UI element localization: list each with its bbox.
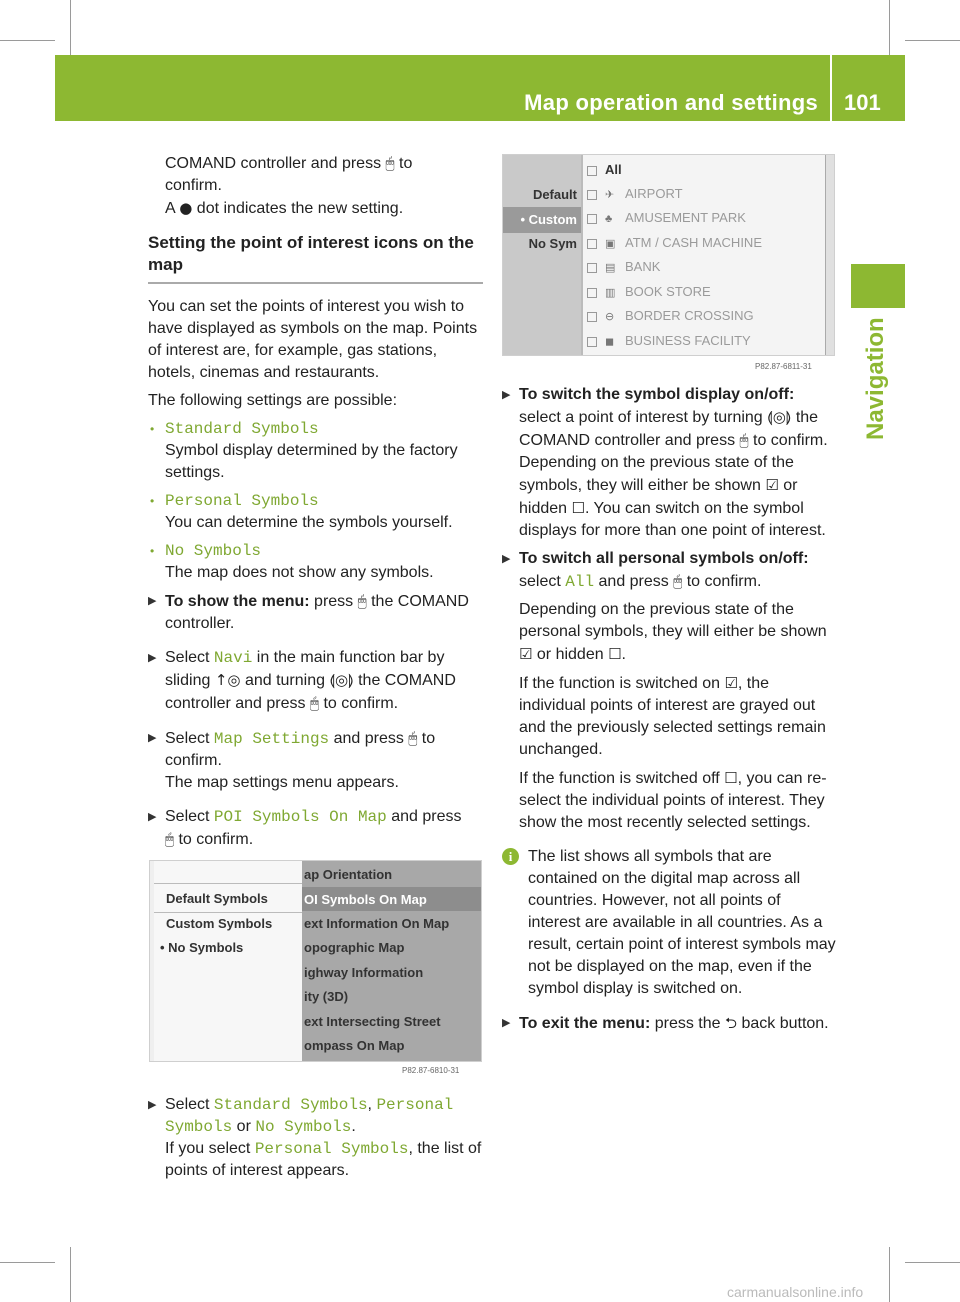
checkbox-icon — [587, 166, 597, 176]
intro-line: COMAND controller and press 🖱 to — [165, 154, 413, 172]
menu-item: Default Symbols — [166, 891, 268, 906]
crop-mark — [0, 40, 55, 41]
poi-row-all: All — [587, 162, 622, 177]
press-icon: 🖱 — [673, 572, 683, 590]
info-icon: i — [502, 848, 519, 865]
checkbox-icon — [587, 337, 597, 347]
step-arrow-icon: ▶ — [502, 1017, 511, 1029]
symbol-options-menu — [154, 861, 302, 1061]
step-arrow-icon: ▶ — [502, 389, 511, 401]
checkbox-icon — [587, 263, 597, 273]
map-settings-screenshot — [149, 860, 482, 1062]
step-switch-symbol: ▶ To switch the symbol display on/off: select a point of interest by turning ⟬◎⟭ the COMAND controller and press 🖱 to confirm. Depending on the previous state of the symbols, they will either be shown ☑ or hidden ☐. You can switch on the symbol displays for more than one point of interest. — [502, 386, 828, 539]
step-arrow-icon: ▶ — [148, 652, 157, 664]
menu-item: • Custom — [520, 212, 577, 227]
step-map-settings: ▶ Select Map Settings and press 🖱 to confirm. The map settings menu appears. — [148, 729, 436, 791]
dot-icon: ● — [179, 199, 193, 217]
turn-icon: ⟬◎⟭ — [767, 408, 792, 426]
menu-item: Default — [532, 187, 577, 202]
option-desc: Symbol display determined by the factory settings. — [165, 442, 458, 481]
menu-item: ighway Information — [304, 965, 424, 980]
paragraph: You can set the points of interest you wish to have displayed as symbols on the map. Points of interest are, for example, gas stations, hotels, cinemas and restaurants. — [148, 298, 478, 381]
watermark: carmanualsonline.info — [727, 1284, 864, 1300]
step-arrow-icon: ▶ — [502, 553, 511, 565]
poi-row: ◼ BUSINESS FACILITY — [587, 333, 751, 348]
menu-item: • No Symbols — [160, 940, 244, 955]
step-exit-menu: ▶ To exit the menu: press the ⮌ back button. — [502, 1014, 829, 1032]
paragraph: If the function is switched off ☐, you can re-select the individual points of interest. They show the most recently selected settings. — [519, 769, 827, 831]
bank-icon: ▤ — [605, 262, 616, 274]
poi-row: ✈ AIRPORT — [587, 186, 683, 201]
menu-item: ext Intersecting Street — [304, 1014, 441, 1029]
step-arrow-icon: ▶ — [148, 595, 157, 607]
poi-list — [581, 155, 828, 355]
left-column-continued — [148, 1094, 483, 1182]
scrollbar — [825, 155, 834, 355]
poi-row: ▥ BOOK STORE — [587, 284, 711, 299]
press-icon: 🖱 — [309, 694, 319, 712]
crop-mark — [70, 0, 71, 55]
book-icon: ▥ — [605, 287, 616, 299]
option-desc: The map does not show any symbols. — [165, 564, 434, 581]
info-note: i The list shows all symbols that are contained on the digital map across all countries. However, not all points of interest are available in all countries. As a result, certain point of interest symbols may not be displayed on the map, even if the symbol display is switched on. — [502, 846, 836, 1000]
crop-mark — [0, 1262, 55, 1263]
turn-icon: ⟬◎⟭ — [329, 671, 354, 689]
crop-mark — [70, 1247, 71, 1302]
header-separator — [830, 55, 832, 121]
map-settings-menu — [302, 861, 481, 1061]
step-arrow-icon: ▶ — [148, 732, 157, 744]
step-switch-all: ▶ To switch all personal symbols on/off: select All and press 🖱 to confirm. — [502, 550, 809, 591]
option-item: • No Symbols — [148, 540, 483, 562]
step-show-menu: ▶ To show the menu: press 🖱 the COMAND controller. — [148, 592, 469, 632]
press-icon: 🖱 — [408, 729, 418, 747]
side-tab-label: Navigation — [862, 317, 889, 440]
image-caption: P82.87-6810-31 — [402, 1066, 460, 1075]
checked-box-icon: ☑ — [519, 645, 533, 663]
empty-box-icon: ☐ — [724, 769, 738, 787]
empty-box-icon: ☐ — [608, 645, 622, 663]
airport-icon: ✈ — [605, 189, 615, 201]
poi-list-screenshot — [502, 154, 835, 356]
intro-line: confirm. — [165, 177, 222, 194]
press-icon: 🖱 — [357, 592, 367, 610]
back-button-icon: ⮌ — [724, 1014, 737, 1032]
symbol-mode-menu — [503, 155, 581, 355]
press-icon: 🖱 — [739, 431, 749, 449]
crop-mark — [905, 40, 960, 41]
paragraph: Depending on the previous state of the personal symbols, they will either be shown ☑ or hidden ☐. — [519, 601, 827, 663]
menu-item: ext Information On Map — [304, 916, 450, 931]
crop-mark — [889, 0, 890, 55]
menu-item: ity (3D) — [304, 989, 349, 1004]
poi-row: ⊖ BORDER CROSSING — [587, 308, 754, 323]
menu-item: ap Orientation — [304, 867, 393, 882]
step-select-symbols: ▶ Select Standard Symbols, Personal Symbols or No Symbols. If you select Personal Symbols, the list of points of interest appears. — [148, 1096, 482, 1179]
checkbox-icon — [587, 214, 597, 224]
empty-box-icon: ☐ — [571, 499, 585, 517]
checked-box-icon: ☑ — [724, 674, 738, 692]
slide-icon: ↑◎ — [214, 671, 241, 689]
press-icon: 🖱 — [385, 154, 395, 172]
section-title: Map operation and settings — [524, 90, 818, 115]
right-column — [502, 384, 836, 1035]
border-icon: ⊖ — [605, 311, 615, 323]
press-icon: 🖱 — [165, 830, 175, 848]
left-column — [148, 152, 483, 851]
checkbox-icon — [587, 312, 597, 322]
crop-mark — [889, 1247, 890, 1302]
checkbox-icon — [587, 288, 597, 298]
atm-icon: ▣ — [605, 238, 616, 250]
checkbox-icon — [587, 190, 597, 200]
step-poi-symbols: ▶ Select POI Symbols On Map and press 🖱 to confirm. — [148, 808, 462, 848]
checkbox-icon — [587, 239, 597, 249]
poi-row: ▤ BANK — [587, 259, 660, 274]
option-item: • Personal Symbols — [148, 490, 483, 512]
step-arrow-icon: ▶ — [148, 1099, 157, 1111]
step-arrow-icon: ▶ — [148, 811, 157, 823]
option-item: • Standard Symbols — [148, 418, 483, 440]
menu-item: OI Symbols On Map — [304, 892, 427, 907]
crop-mark — [905, 1262, 960, 1263]
option-desc: You can determine the symbols yourself. — [165, 514, 453, 531]
poi-row: ♣ AMUSEMENT PARK — [587, 210, 746, 225]
menu-item: ompass On Map — [304, 1038, 405, 1053]
business-icon: ◼ — [605, 336, 615, 348]
image-caption: P82.87-6811-31 — [755, 362, 812, 371]
menu-item: Custom Symbols — [166, 916, 273, 931]
section-heading: Setting the point of interest icons on the map — [148, 232, 483, 284]
intro-line: A ● dot indicates the new setting. — [165, 199, 404, 217]
side-tab — [851, 264, 905, 308]
amusement-icon: ♣ — [605, 213, 613, 225]
paragraph: The following settings are possible: — [148, 392, 398, 409]
page-number: 101 — [844, 90, 881, 115]
menu-item: No Sym — [528, 236, 577, 251]
menu-item: opographic Map — [304, 940, 405, 955]
paragraph: If the function is switched on ☑, the individual points of interest are grayed out and the previously selected settings remain unchanged. — [519, 674, 826, 758]
step-select-navi: ▶ Select Navi in the main function bar by sliding ↑◎ and turning ⟬◎⟭ the COMAND controller and press 🖱 to confirm. — [148, 649, 456, 712]
poi-row: ▣ ATM / CASH MACHINE — [587, 235, 762, 250]
checked-box-icon: ☑ — [765, 476, 779, 494]
